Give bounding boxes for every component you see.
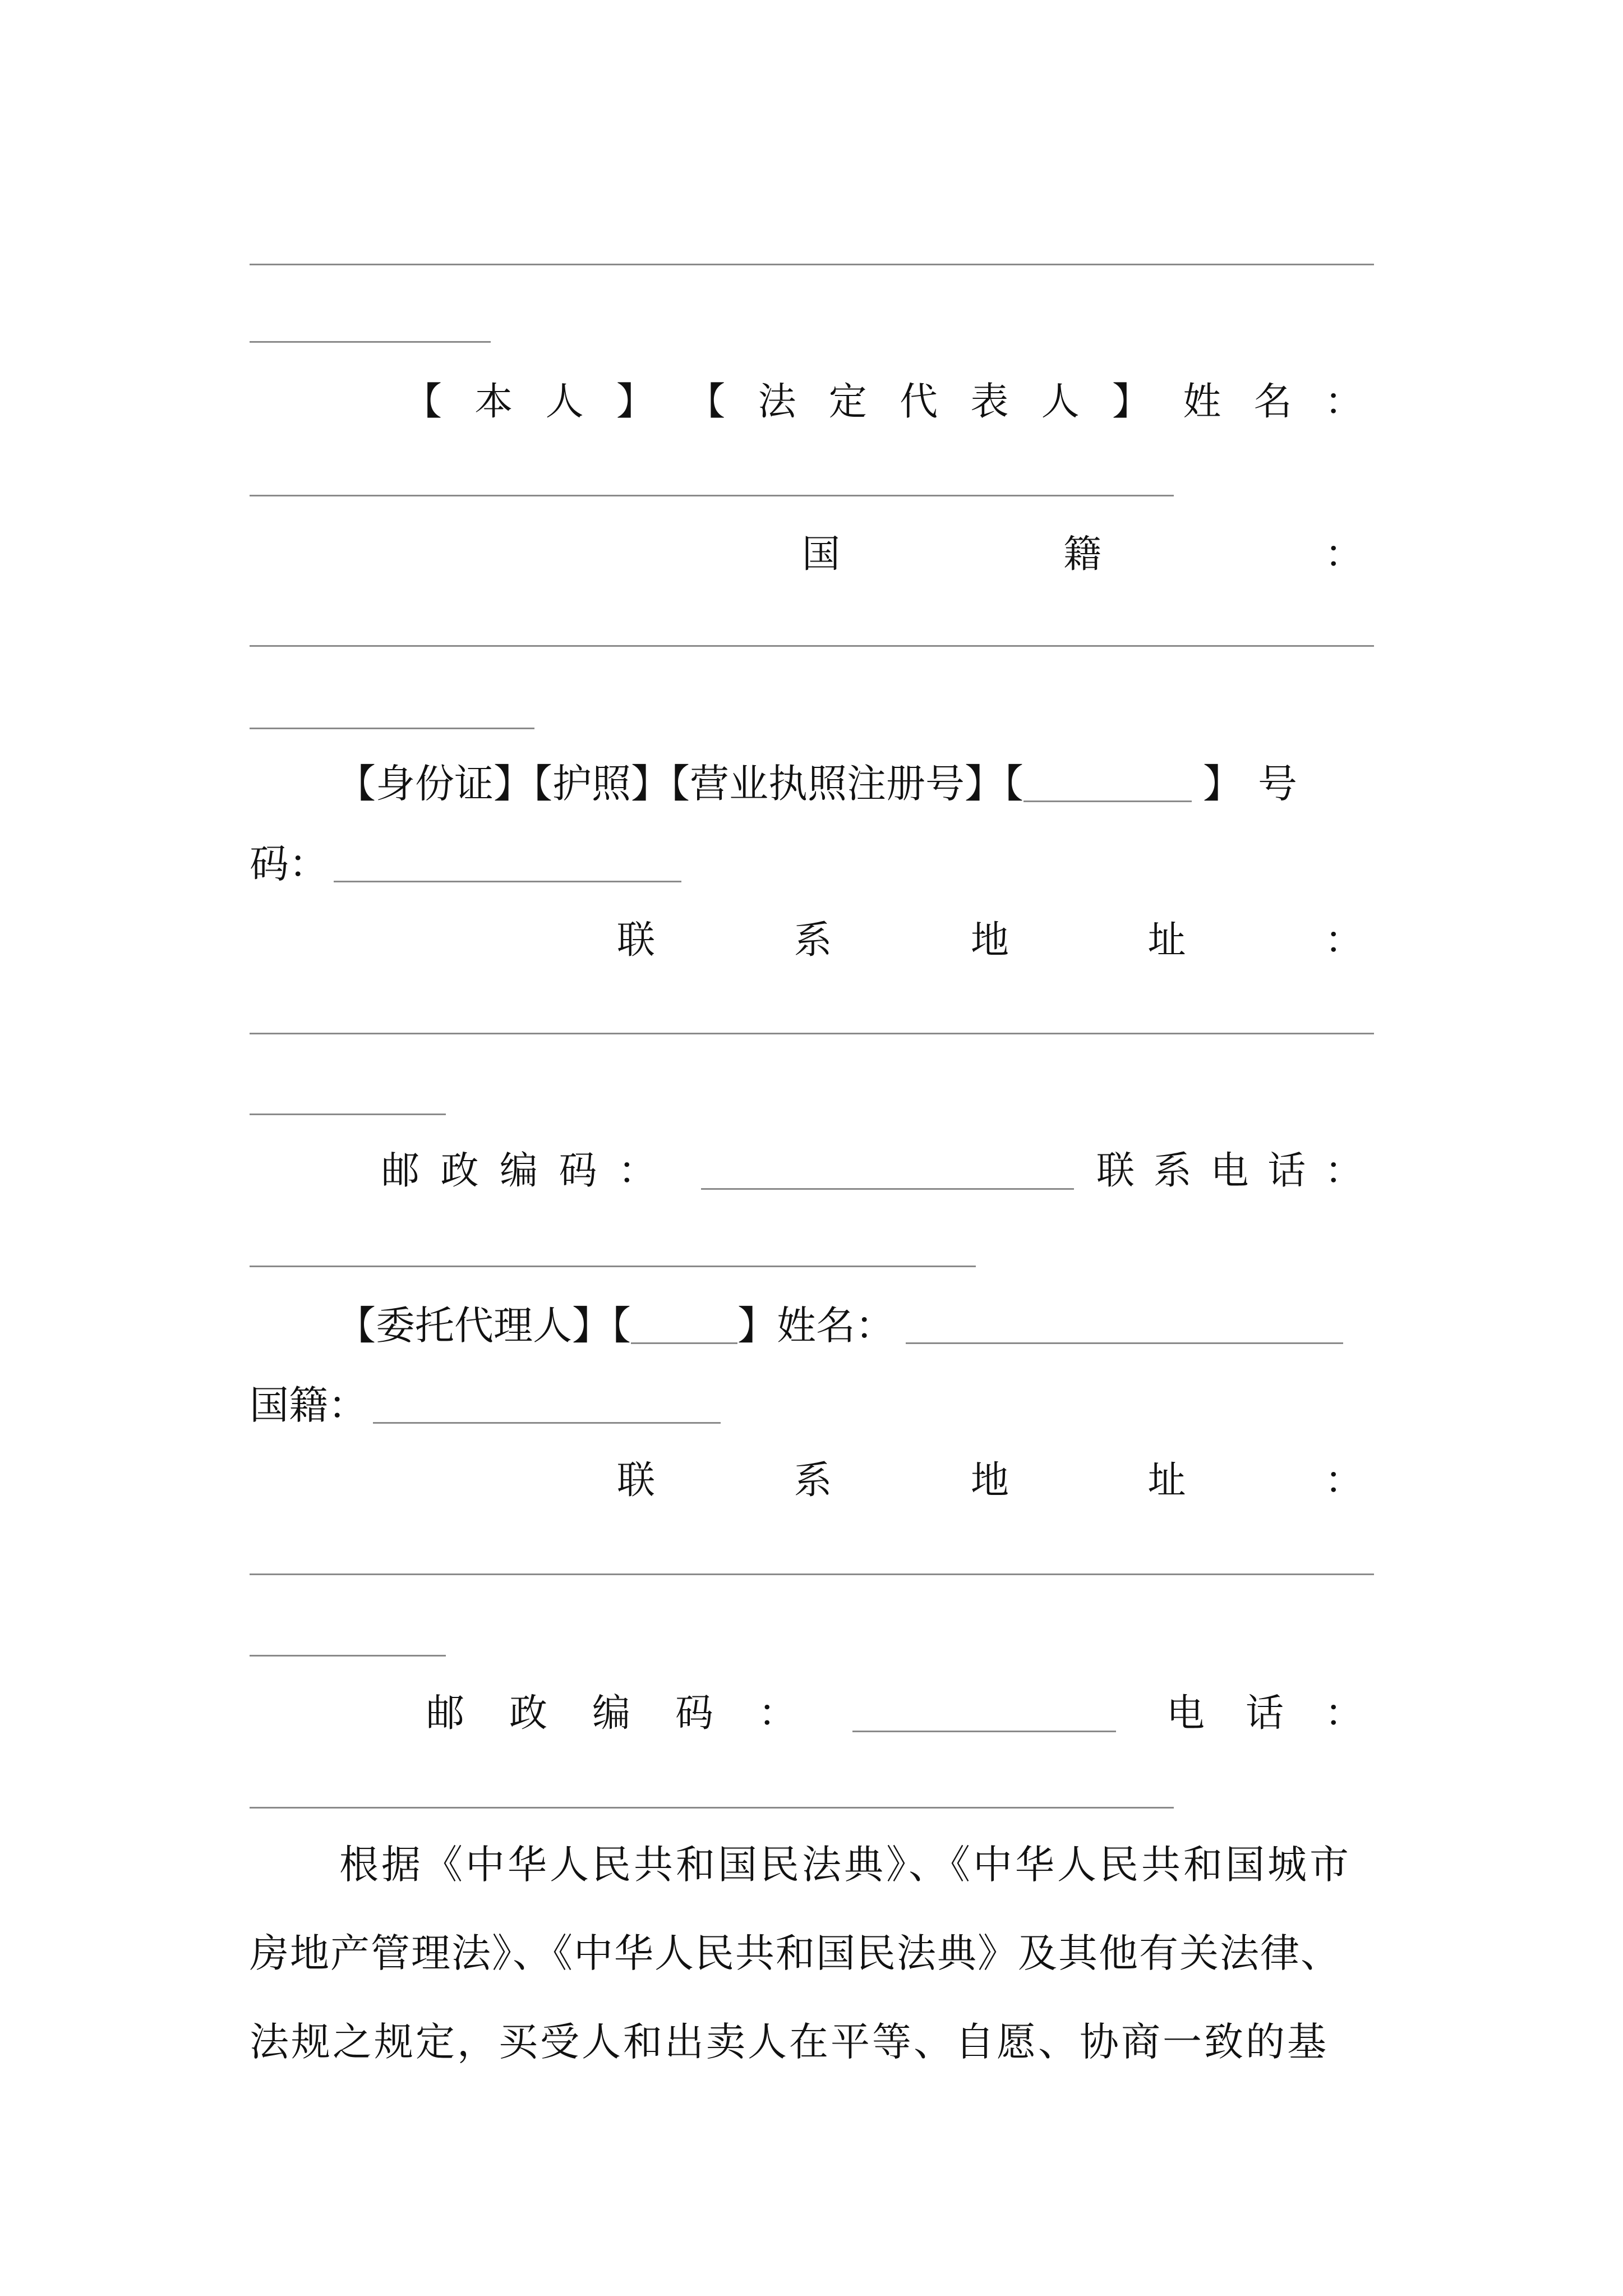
party-id-code-line: [250, 839, 1388, 889]
label-char: 址: [1147, 1458, 1186, 1503]
party-postal-field[interactable]: [701, 1153, 1074, 1190]
party-name-field[interactable]: [250, 495, 1174, 496]
label-char: ：: [1324, 1458, 1363, 1503]
label-char: ：: [1324, 1149, 1363, 1193]
label-char: 籍: [1063, 532, 1101, 577]
label-char: 定: [828, 380, 867, 424]
label-char: 联: [617, 918, 656, 963]
label-char: 话: [1245, 1691, 1284, 1736]
agent-nationality-line: [250, 1380, 1388, 1430]
label-char: 电: [1210, 1149, 1249, 1193]
label-char: 人: [545, 380, 584, 424]
label-char: 联: [1096, 1149, 1135, 1193]
label-char: 话: [1267, 1149, 1306, 1193]
party-nationality-field[interactable]: [250, 645, 1374, 647]
agent-name-line: [336, 1300, 1391, 1351]
label-char: 人: [1041, 380, 1080, 424]
blank-line: [250, 1114, 446, 1115]
label-char: 政: [509, 1691, 547, 1736]
agent-postal-label: [426, 1688, 796, 1739]
party-id-type-line: [336, 758, 1391, 809]
party-id-number-field[interactable]: [334, 846, 681, 882]
label-char: 系: [794, 1458, 832, 1503]
agent-address-field[interactable]: [250, 1573, 1374, 1575]
preamble-line: 根据《中华人民共和国民法典》、《中华人民共和国城市: [339, 1842, 1352, 1888]
agent-address-label: [617, 1456, 1363, 1506]
blank-line: [250, 1655, 446, 1657]
party-phone-field[interactable]: [250, 1266, 976, 1267]
agent-name-field[interactable]: [906, 1308, 1343, 1344]
label-char: 系: [1153, 1149, 1192, 1193]
label-char: 址: [1147, 918, 1186, 963]
agent-nationality-field[interactable]: [373, 1387, 721, 1424]
agent-postal-field[interactable]: [852, 1696, 1116, 1732]
party-phone-label: [1096, 1146, 1363, 1197]
label-char: ：: [1324, 380, 1363, 424]
label-char: 联: [617, 1458, 656, 1503]
label-char: 地: [970, 918, 1009, 963]
agent-phone-label: [1166, 1688, 1363, 1739]
label-char: 邮: [426, 1691, 465, 1736]
agent-nationality-label: 国籍：: [250, 1382, 367, 1428]
party-nationality-label: [802, 530, 1363, 580]
contract-preamble: [250, 1820, 1388, 2086]
label-char: 法: [758, 380, 796, 424]
label-char: 地: [970, 1458, 1009, 1503]
label-char: 【: [687, 380, 726, 424]
label-char: 姓: [1183, 380, 1221, 424]
id-code-label: 码：: [250, 841, 328, 887]
label-char: 表: [970, 380, 1009, 424]
label-char: ：: [617, 1149, 656, 1193]
label-char: ：: [1324, 1691, 1363, 1736]
id-type-other-field[interactable]: [1023, 766, 1192, 802]
label-char: 电: [1166, 1691, 1205, 1736]
label-char: 代: [900, 380, 938, 424]
blank-line: [250, 341, 491, 343]
label-char: ：: [1324, 532, 1363, 577]
label-char: ：: [758, 1691, 796, 1736]
party-address-field[interactable]: [250, 1033, 1374, 1034]
label-char: 】: [616, 380, 654, 424]
agent-postal-phone-line: [426, 1688, 1363, 1739]
agent-name-label: 】姓名：: [737, 1303, 895, 1349]
label-char: 编: [499, 1149, 538, 1193]
label-char: ：: [1324, 918, 1363, 963]
label-char: 邮: [381, 1149, 420, 1193]
label-char: 政: [440, 1149, 479, 1193]
party-address-label: [617, 915, 1363, 966]
party-name-label: [404, 377, 1363, 427]
agent-phone-field[interactable]: [250, 1807, 1174, 1809]
party-postal-phone-line: [381, 1146, 1363, 1197]
preamble-line: 法规之规定，买受人和出卖人在平等、自愿、协商一致的基: [250, 2019, 1329, 2065]
label-char: 码: [675, 1691, 713, 1736]
label-char: 系: [794, 918, 832, 963]
party-postal-label: [381, 1146, 656, 1197]
label-char: 国: [802, 532, 841, 577]
agent-type-field[interactable]: [631, 1308, 737, 1344]
blank-line: [250, 264, 1374, 265]
label-char: 编: [592, 1691, 630, 1736]
label-char: 名: [1253, 380, 1292, 424]
id-type-options: 【身份证】【护照】【营业执照注册号】【: [336, 761, 1023, 807]
label-char: 码: [559, 1149, 597, 1193]
preamble-line: 房地产管理法》、《中华人民共和国民法典》及其他有关法律、: [250, 1930, 1341, 1976]
label-char: 】: [1112, 380, 1150, 424]
blank-line: [250, 728, 534, 729]
agent-title-label: 【委托代理人】【: [336, 1303, 631, 1349]
id-number-label-part: 】号: [1203, 761, 1313, 807]
label-char: 【: [404, 380, 442, 424]
label-char: 本: [474, 380, 513, 424]
